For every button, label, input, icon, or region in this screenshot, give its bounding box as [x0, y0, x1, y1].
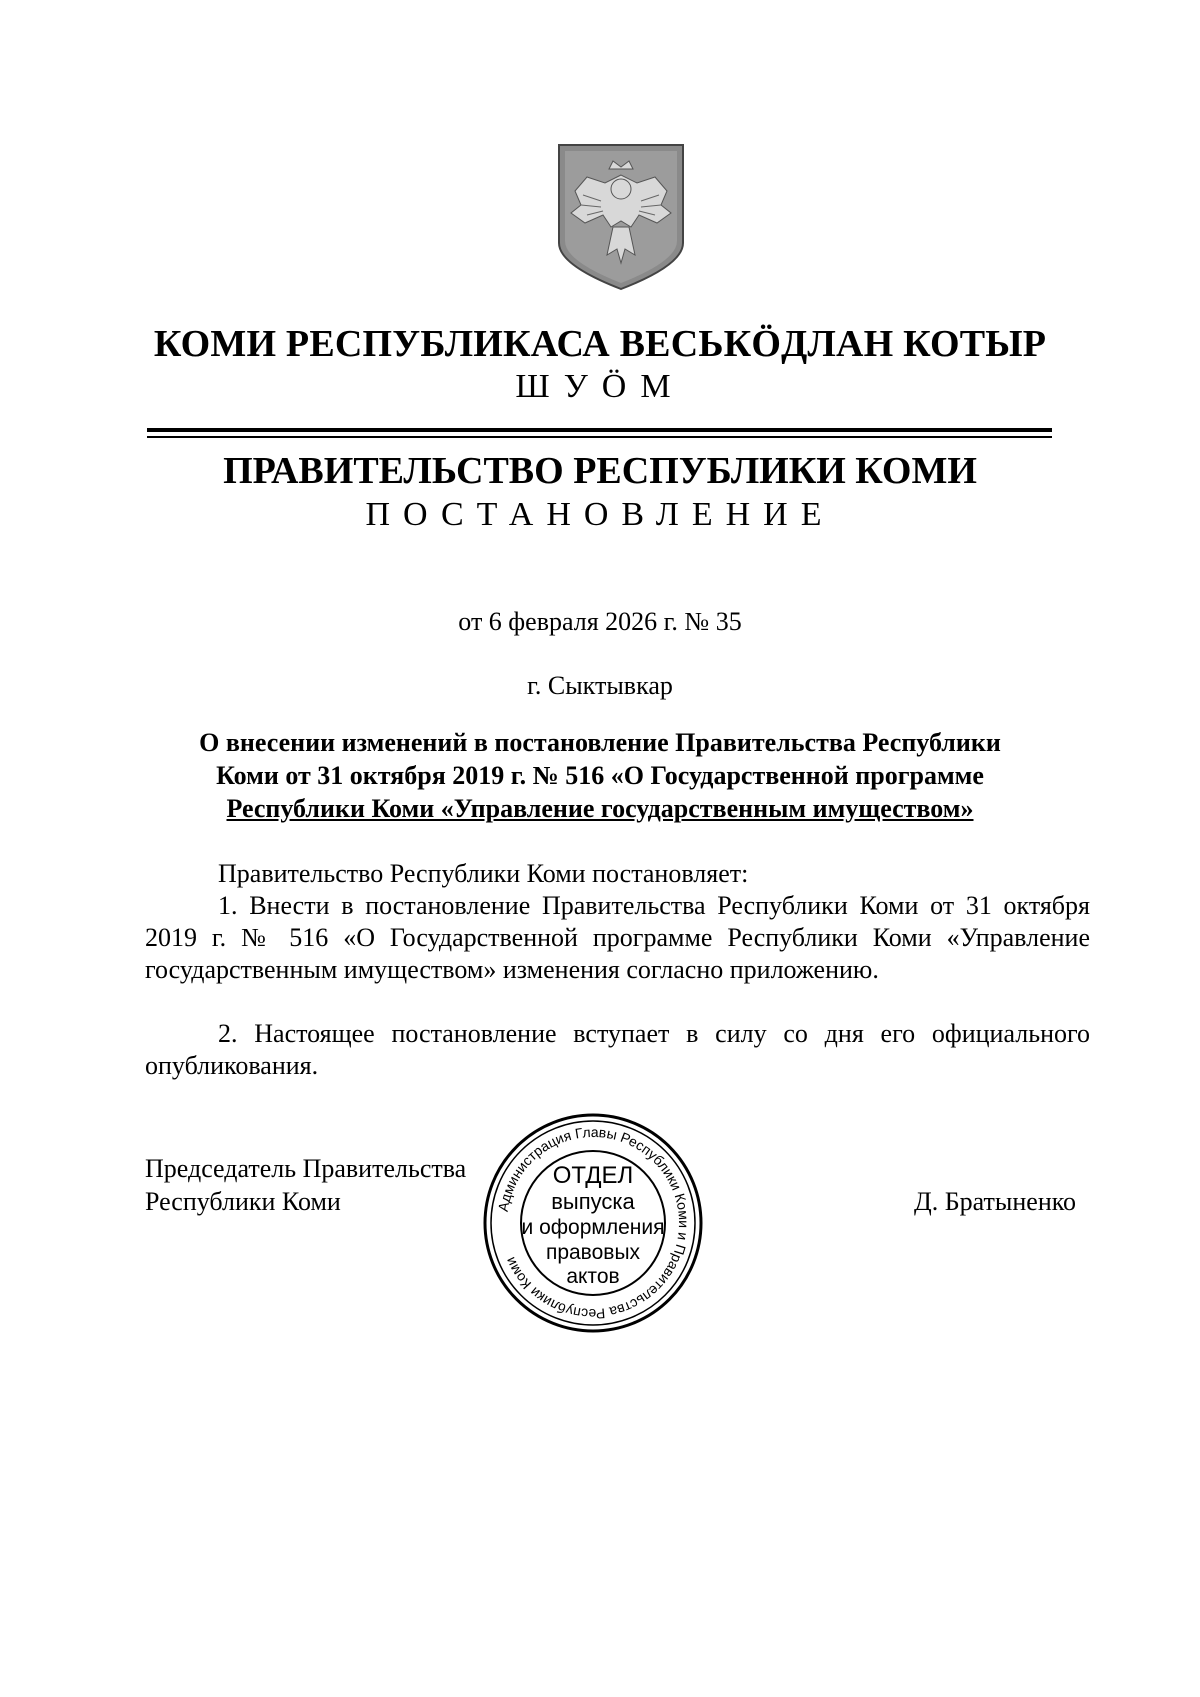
body-item-2: 2. Настоящее постановление вступает в силу со дня его официального опубликования.: [145, 1019, 1090, 1080]
document-subject: [150, 726, 1050, 825]
document-type: ПОСТАНОВЛЕНИЕ: [365, 496, 835, 533]
stamp-line-2: выпуска: [551, 1189, 635, 1214]
header-divider-thick: [147, 428, 1052, 432]
stamp-line-5: актов: [566, 1265, 620, 1288]
coat-of-arms-emblem: [557, 143, 685, 291]
stamp-line-1: ОТДЕЛ: [552, 1162, 634, 1189]
komi-document-type: ШУӦМ: [515, 368, 685, 405]
stamp-line-4: правовых: [545, 1241, 641, 1264]
signatory-name: Д. Братыненко: [914, 1187, 1077, 1216]
official-stamp: [478, 1108, 708, 1338]
body-intro: Правительство Республики Коми постановляет:: [218, 859, 749, 888]
subject-line-1: О внесении изменений в постановление Правительства Республики: [199, 728, 1001, 757]
document-city: г. Сыктывкар: [527, 671, 673, 700]
document-date-number: от 6 февраля 2026 г. № 35: [458, 607, 742, 636]
header-divider-thin: [147, 436, 1052, 438]
government-name: ПРАВИТЕЛЬСТВО РЕСПУБЛИКИ КОМИ: [223, 450, 977, 492]
subject-line-2: Коми от 31 октября 2019 г. № 516 «О Государственной программе: [216, 761, 984, 790]
signatory-position: [145, 1152, 466, 1218]
komi-government-name: КОМИ РЕСПУБЛИКАСА ВЕСЬКӦДЛАН КОТЫР: [153, 323, 1047, 365]
stamp-ring-text: Администрация Главы Республики Коми и Правительства Республики Коми: [494, 1123, 693, 1323]
subject-line-3: Республики Коми «Управление государственным имуществом»: [226, 794, 974, 823]
signatory-position-line-2: Республики Коми: [145, 1187, 341, 1216]
body-item-1: 1. Внести в постановление Правительства Республики Коми от 31 октября 2019 г. № 516 «О Государственной программе Республики Коми «Управление государственным имуществом» изменения согласно приложению.: [145, 891, 1090, 984]
stamp-line-3: и оформления: [521, 1216, 665, 1239]
signatory-position-line-1: Председатель Правительства: [145, 1154, 467, 1183]
